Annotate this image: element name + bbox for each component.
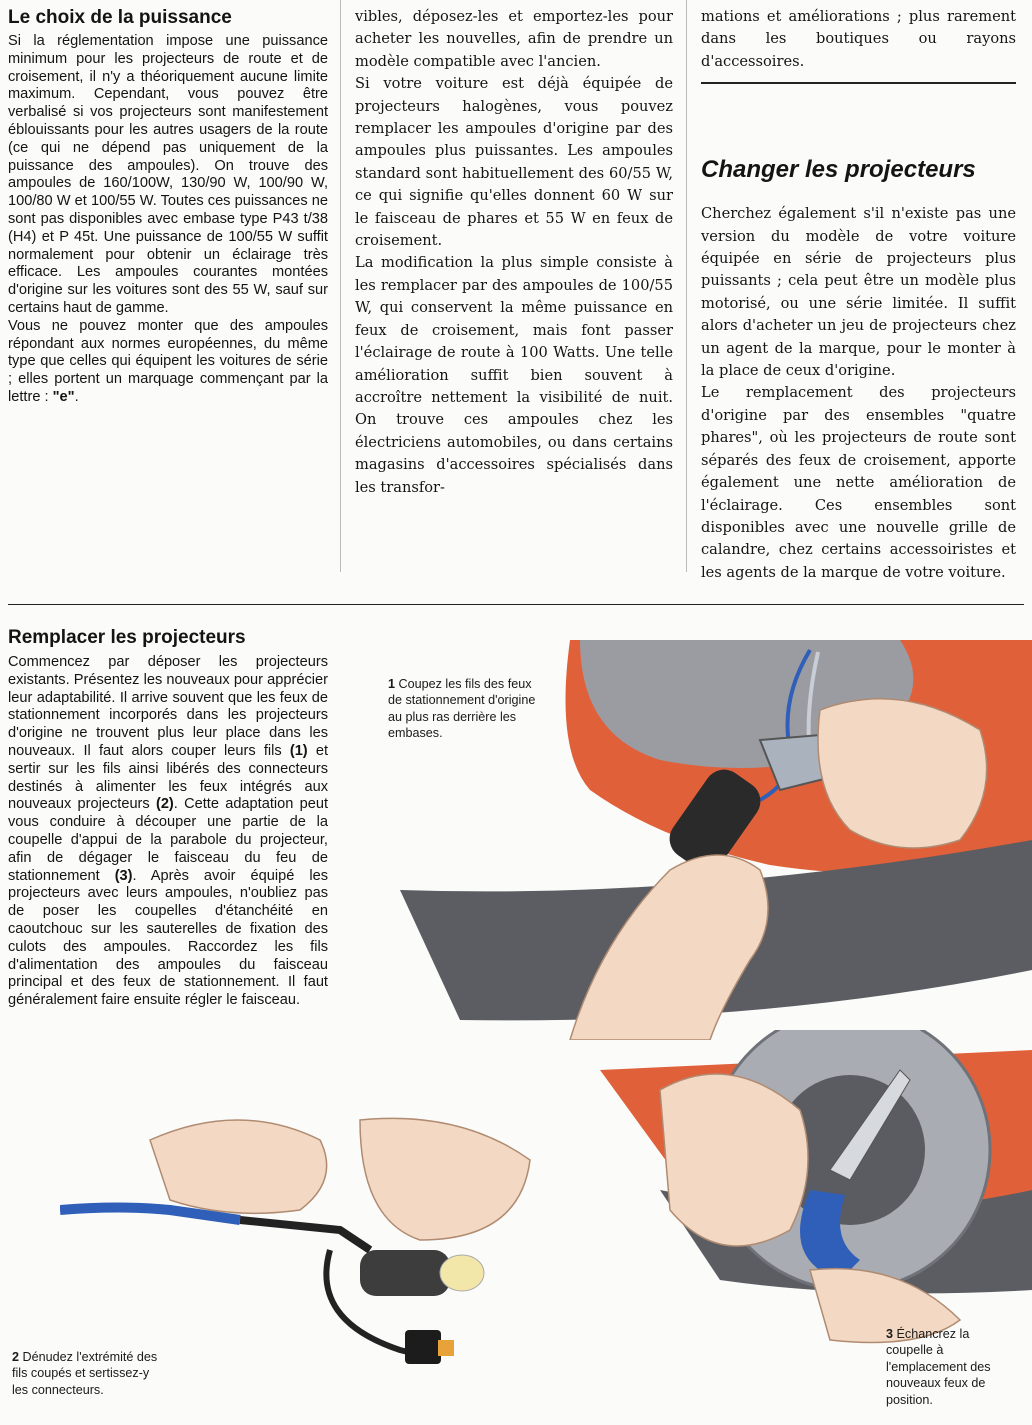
caption-2: [12, 1349, 162, 1398]
column-divider: [340, 0, 341, 572]
heading-rule: [701, 82, 1016, 84]
section-title: Changer les projecteurs: [701, 156, 976, 184]
figure-ref: (1): [289, 742, 308, 759]
hand: [660, 1074, 808, 1246]
caption-number: 2: [12, 1350, 20, 1364]
illustration-crimping: [60, 1100, 580, 1380]
letter-e: "e": [52, 388, 75, 405]
paragraph: Si votre voiture est déjà équipée de projecteurs halogènes, vous pouvez remplacer les ampoules d'origine par des ampoules plus puissantes. Les ampoules standard sont habituellement des 60/55 W, ce qui signifie qu'elles donnent 60 W sur le faisceau de phares et 55 W en feux de croisement.: [355, 75, 673, 250]
caption-number: 3: [886, 1327, 894, 1341]
paragraph: [8, 654, 328, 1010]
hand: [150, 1120, 327, 1213]
caption-1: [388, 676, 538, 742]
caption-text: Coupez les fils des feux de stationnement d'origine au plus ras derrière les embases.: [388, 677, 536, 741]
paragraph-text: Vous ne pouvez monter que des ampoules répondant aux normes européennes, du même type que celles qui équipent les voitures de série ; elles portent un marquage commençant par la lettre :: [8, 317, 328, 405]
bulb-socket: [360, 1250, 450, 1296]
paragraph-end: .: [74, 388, 79, 405]
paragraph: Le remplacement des projecteurs d'origine par des ensembles "quatre phares", où les projecteurs de route sont séparés des feux de croisement, apporte également une nette amélioration de l'éclairage. Ces ensembles sont disponibles avec une nouvelle grille de calandre, chez certains accessoiristes et les agents de la marque de votre voiture.: [701, 384, 1016, 581]
figure-ref: (3): [114, 867, 133, 884]
column-2: [355, 6, 673, 499]
caption-3: [886, 1326, 1016, 1408]
paragraph: Cherchez également s'il n'existe pas une version du modèle de votre voiture équipée en série de projecteurs plus puissants ; cela peut être un modèle plus motorisé, ou une série limitée. Il suffit alors d'acheter un jeu de projecteurs chez un agent de la marque, pour le monter à la place de ceux d'origine.: [701, 205, 1016, 380]
text: et sertir sur les fils ainsi libérés des connecteurs destinés à alimenter les feux intégrés aux nouveaux projecteurs: [8, 742, 329, 813]
paragraph: vibles, déposez-les et emportez-les pour acheter les nouvelles, afin de prendre un modèle compatible avec l'ancien.: [355, 8, 673, 70]
column-divider: [686, 0, 687, 572]
figure-ref: (2): [155, 796, 174, 813]
section-title: Remplacer les projecteurs: [8, 627, 246, 648]
wire: [240, 1220, 370, 1250]
connector: [405, 1330, 441, 1364]
hand: [360, 1118, 530, 1240]
text: Commencez par déposer les projecteurs existants. Présentez les nouveaux pour apprécier leur adaptabilité. Il arrive souvent que les feux de stationnement incorporés dans les projecteurs d'origine ne trouvent plus leur place dans les nouveaux. Il faut alors couper leurs fils: [8, 654, 328, 759]
section-title: Le choix de la puissance: [8, 7, 232, 28]
paragraph: La modification la plus simple consiste à les remplacer par des ampoules de 100/55 W, qui conservent la même puissance en feux de croisement, mais font passer l'éclairage de route à 100 Watts. Une telle amélioration suffit bien souvent à accroître nettement la visibilité de nuit. On trouve ces ampoules chez les électriciens automobiles, ou dans certains magasins d'accessoires spécialisés dans les transfor-: [355, 254, 673, 496]
paragraph: mations et améliorations ; plus rarement dans les boutiques ou rayons d'accessoires.: [701, 8, 1016, 70]
connector-tab: [438, 1340, 454, 1356]
paragraph: Si la réglementation impose une puissance minimum pour les projecteurs de route et de croisement, il n'y a théoriquement aucune limite maximum. Cependant, vous pouvez être verbalisé si vos projecteurs sont manifestement éblouissants pour les autres usagers de la route (ce qui ne dépend pas uniquement de la puissance des ampoules). On trouve des ampoules de 160/100W, 130/90 W, 100/90 W, 100/80 W et 100/55 W. Toutes ces puissances ne sont pas disponibles avec embase type P43 t/38 (H4) et P 45t. Une puissance de 100/55 W suffit normalement pour obtenir un éclairage très efficace. Les ampoules courantes montées d'origine sur les voitures sont des 55 W, sauf sur certains haut de gamme.: [8, 33, 328, 316]
caption-number: 1: [388, 677, 396, 691]
column-3: [701, 6, 1016, 584]
section-puissance: [8, 6, 328, 407]
text: . Cette adaptation peut vous conduire à découper une partie de la coupelle d'appui de la parabole du projecteur, afin de dégager le faisceau du feu de stationnement: [8, 796, 329, 884]
bulb: [440, 1255, 484, 1291]
caption-text: Échancrez la coupelle à l'emplacement des nouveaux feux de position.: [886, 1327, 991, 1407]
illustration-notching: [600, 1030, 1032, 1350]
caption-text: Dénudez l'extrémité des fils coupés et sertissez-y les connecteurs.: [12, 1350, 158, 1397]
text: . Après avoir équipé les projecteurs avec leurs ampoules, n'oubliez pas de poser les coupelles d'étanchéité en caoutchouc sur les sauterelles de fixation des culots des ampoules. Raccordez les fils d'alimentation des ampoules du faisceau principal et des feux de stationnement. Il faut généralement faire ensuite régler le faisceau.: [8, 867, 329, 1009]
section-divider: [8, 604, 1024, 605]
section-remplacer: [8, 626, 328, 1010]
paragraph: [8, 318, 328, 407]
